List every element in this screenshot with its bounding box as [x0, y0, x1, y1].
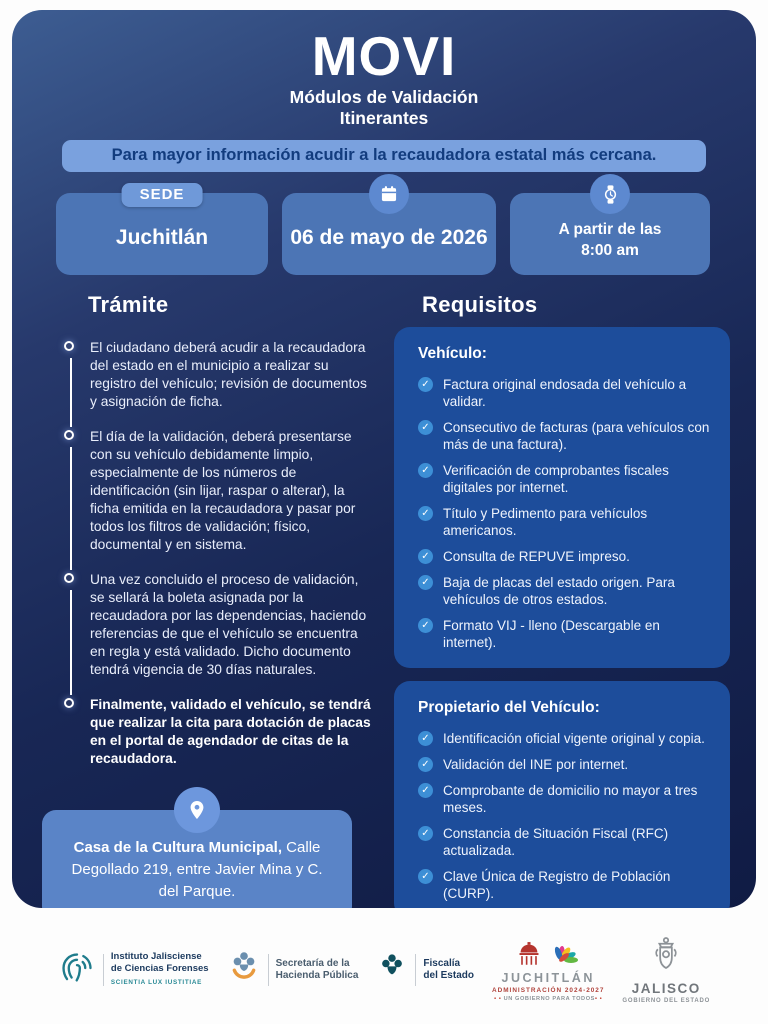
vehiculo-panel — [394, 327, 730, 668]
date-value: 06 de mayo de 2026 — [290, 226, 488, 249]
location-card — [42, 810, 352, 908]
requirement-item — [418, 462, 714, 496]
logo-line: Instituto Jalisciense — [110, 951, 202, 962]
requirement-item — [418, 617, 714, 651]
date-card — [282, 193, 496, 275]
page-title: MOVI — [311, 25, 457, 87]
church-dome-icon — [515, 942, 543, 973]
logo-text — [276, 958, 359, 982]
requirement-item — [418, 730, 714, 747]
requirement-text: Baja de placas del estado origen. Para vehículos de otros estados. — [443, 575, 675, 607]
juchitlan-name: JUCHITLÁN — [501, 971, 595, 986]
requisitos-heading: Requisitos — [422, 292, 538, 317]
check-icon: ✓ — [418, 463, 433, 478]
requirement-text: Título y Pedimento para vehículos americanos. — [443, 506, 648, 538]
requirement-text: Factura original endosada del vehículo a validar. — [443, 377, 687, 409]
subtitle-line-1: Módulos de Validación — [289, 87, 479, 107]
sede-tag: SEDE — [122, 183, 203, 207]
step-text: El día de la validación, deberá presentarse con su vehículo debidamente limpio, especialmente de los números de identificación (sin lijar, raspar o alterar), la ficha emitida en la recaudadora y pasar por todos los filtros de validación; físico, documental y en sistema. — [90, 429, 356, 552]
check-icon: ✓ — [418, 420, 433, 435]
jalisco-name: JALISCO — [631, 980, 701, 996]
requirement-text: Consulta de REPUVE impreso. — [443, 549, 630, 564]
location-name: Casa de la Cultura Municipal, — [73, 839, 283, 856]
requirement-text: Verificación de comprobantes fiscales digitales por internet. — [443, 463, 669, 495]
time-line-1: A partir de las — [558, 221, 662, 238]
page-subtitle — [12, 87, 756, 129]
juchitlan-administration: ADMINISTRACIÓN 2024-2027 — [491, 987, 605, 995]
requisitos-section — [394, 292, 730, 908]
check-icon: ✓ — [418, 377, 433, 392]
logo-text — [111, 951, 209, 989]
divider — [415, 954, 416, 986]
requirement-text: Formato VIJ - lleno (Descargable en internet). — [443, 618, 660, 650]
logo-juchitlan — [492, 938, 604, 1002]
check-icon: ✓ — [418, 757, 433, 772]
time-line-2: 8:00 am — [581, 242, 639, 259]
jalisco-subtitle: GOBIERNO DEL ESTADO — [622, 997, 711, 1004]
requirement-item — [418, 825, 714, 859]
requirement-item — [418, 868, 714, 902]
subtitle-line-2: Itinerantes — [339, 108, 429, 128]
location-pin-icon — [174, 787, 220, 833]
divider — [103, 954, 104, 986]
timeline-step — [90, 571, 372, 679]
location-address: Calle Degollado 219, entre Javier Mina y C. del Parque. — [71, 839, 323, 900]
timeline-step — [90, 696, 372, 768]
step-marker-icon — [64, 341, 74, 351]
requirement-item — [418, 548, 714, 565]
requirement-text: Comprobante de domicilio no mayor a tres meses. — [443, 783, 698, 815]
sede-value: Juchitlán — [115, 226, 209, 249]
coat-of-arms-icon — [651, 937, 681, 980]
time-value — [559, 219, 662, 261]
check-icon: ✓ — [418, 783, 433, 798]
fingerprint-icon — [58, 949, 96, 992]
step-text: Una vez concluido el proceso de validación, se sellará la boleta asignada por la recaudadora por las dependencias, haciendo referencias de que el vehículo se encuentra en regla y está validado. Dicho documento tendrá vigencia de 30 días naturales. — [90, 572, 367, 677]
propietario-title: Propietario del Vehículo: — [418, 699, 600, 716]
info-banner: Para mayor información acudir a la recaudadora estatal más cercana. — [62, 140, 706, 172]
check-icon: ✓ — [418, 549, 433, 564]
requirement-item — [418, 574, 714, 608]
logo-line: Hacienda Pública — [275, 970, 359, 981]
logo-line: Fiscalía — [423, 958, 461, 969]
time-card — [510, 193, 710, 275]
check-icon: ✓ — [418, 869, 433, 884]
requirement-text: Constancia de Situación Fiscal (RFC) actualizada. — [443, 826, 669, 858]
logo-line: del Estado — [423, 970, 474, 981]
logo-line: Secretaría de la — [275, 958, 350, 969]
requirement-text: Validación del INE por internet. — [443, 757, 629, 772]
requirement-item — [418, 419, 714, 453]
clock-icon — [590, 174, 630, 214]
tramite-section — [38, 292, 372, 908]
step-marker-icon — [64, 573, 74, 583]
check-icon: ✓ — [418, 618, 433, 633]
check-icon: ✓ — [418, 826, 433, 841]
logo-tagline: SCIENTIA LUX IUSTITIAE — [110, 979, 202, 986]
step-marker-icon — [64, 430, 74, 440]
tramite-timeline — [38, 339, 372, 768]
check-icon: ✓ — [418, 731, 433, 746]
location-text — [62, 837, 332, 903]
logo-hacienda-publica — [227, 949, 359, 992]
logo-line: de Ciencias Forenses — [110, 963, 209, 974]
vehiculo-title: Vehículo: — [418, 345, 487, 362]
logo-text — [423, 958, 474, 982]
requirement-item — [418, 782, 714, 816]
requirement-item — [418, 505, 714, 539]
requirement-text: Identificación oficial vigente original y copia. — [443, 731, 705, 746]
event-info-row — [56, 186, 712, 275]
divider — [268, 954, 269, 986]
colorful-flower-icon — [545, 938, 581, 973]
propietario-panel — [394, 681, 730, 908]
timeline-step — [90, 428, 372, 554]
step-marker-icon — [64, 698, 74, 708]
requirement-text: Clave Única de Registro de Población (CURP). — [443, 869, 671, 901]
timeline-step — [90, 339, 372, 411]
calendar-icon — [369, 174, 409, 214]
sede-card — [56, 186, 268, 275]
flower-icon — [376, 951, 408, 990]
institutional-logos-footer — [0, 916, 768, 1024]
requirement-item — [418, 376, 714, 410]
step-text: El ciudadano deberá acudir a la recaudadora del estado en el municipio a realizar su registro del vehículo; revisión de documentos y asignación de ficha. — [90, 340, 367, 409]
check-icon: ✓ — [418, 506, 433, 521]
logo-jalisco — [622, 937, 710, 1004]
logo-ciencias-forenses — [58, 949, 209, 992]
step-text: Finalmente, validado el vehículo, se tendrá que realizar la cita para dotación de placas en el portal de agendador de citas de la recaudadora. — [90, 697, 371, 766]
tramite-heading: Trámite — [88, 292, 169, 317]
flower-icon — [227, 949, 261, 992]
requirement-item — [418, 756, 714, 773]
main-flyer-card — [12, 10, 756, 908]
logo-fiscalia — [376, 951, 474, 990]
juchitlan-slogan: • • UN GOBIERNO PARA TODOS • • — [494, 996, 602, 1002]
check-icon: ✓ — [418, 575, 433, 590]
requirement-text: Consecutivo de facturas (para vehículos con más de una factura). — [443, 420, 710, 452]
